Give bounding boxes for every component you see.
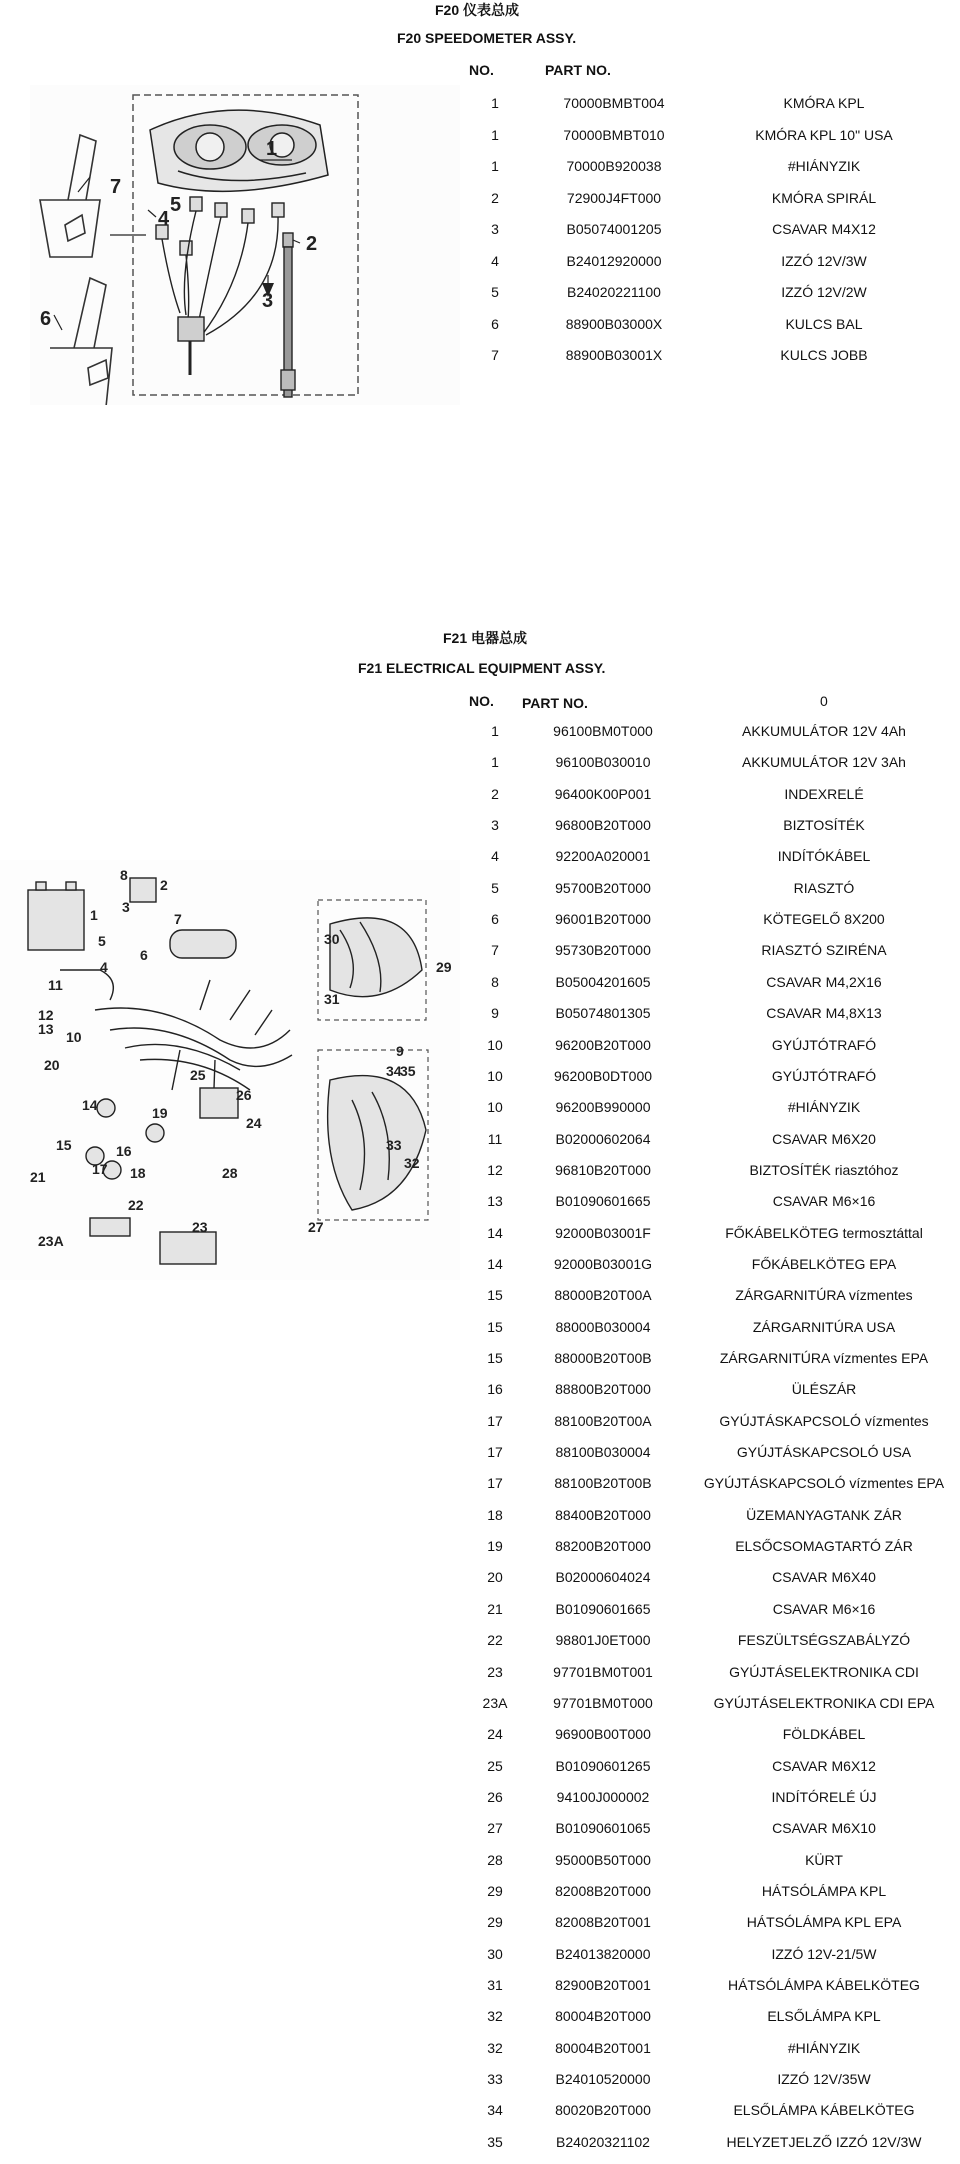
f20-callout-1: 1 [266,138,278,160]
table-row [0,723,960,753]
f20-callout-4: 4 [158,208,170,230]
part-number-cell: 97701BM0T001 [553,1663,653,1680]
alarm-unit-drawing [170,930,236,958]
part-description-cell: GYÚJTÓTRAFÓ [771,1036,877,1053]
part-number-cell: 88100B030004 [555,1444,651,1461]
part-description-cell: GYÚJTÁSKAPCSOLÓ vízmentes EPA [703,1475,945,1492]
part-no-cell: 8 [491,973,499,990]
f21-callout-22: 22 [128,1197,144,1213]
part-description-cell: CSAVAR M6×16 [772,1193,876,1210]
part-no-cell: 2 [491,189,499,206]
part-number-cell: 80004B20T000 [555,2008,651,2025]
part-number-cell: 95730B20T000 [555,942,651,959]
f21-callout-9: 9 [396,1043,404,1059]
table-row [0,1820,960,1850]
part-description-cell: CSAVAR M6X10 [772,1820,876,1837]
part-number-cell: B01090601265 [555,1757,651,1774]
part-description-cell: HÁTSÓLÁMPA KPL EPA [746,1914,902,1931]
part-number-cell: B24020221100 [567,284,661,300]
f21-callout-18: 18 [130,1165,146,1181]
part-no-cell: 12 [487,1161,503,1178]
part-no-cell: 1 [491,723,499,739]
table-row [0,1726,960,1756]
f20-callout-7: 7 [110,176,122,198]
part-description-cell: FŐKÁBELKÖTEG EPA [751,1255,897,1272]
part-number-cell: B24012920000 [566,252,662,269]
part-no-cell: 1 [491,158,499,174]
f21-callout-20: 20 [44,1057,60,1073]
speedometer-body-drawing [150,110,328,191]
part-number-cell: 96200B0DT000 [553,1067,653,1084]
part-description-cell: KMÓRA SPIRÁL [771,189,877,206]
part-number-cell: 96200B990000 [555,1099,651,1116]
part-number-cell: 96800B20T000 [555,817,651,834]
f20-title-en: F20 SPEEDOMETER ASSY. [397,30,577,46]
f21-callout-12: 12 [38,1007,54,1023]
part-number-cell: 88100B20T00B [554,1475,652,1492]
table-row [0,1632,960,1662]
part-description-cell: RIASZTÓ SZIRÉNA [761,942,887,959]
part-number-cell: 82008B20T001 [555,1914,651,1931]
table-row [0,1507,960,1537]
table-row [0,1538,960,1568]
part-number-cell: 88100B20T00A [554,1412,652,1429]
part-number-cell: 80020B20T000 [555,2102,651,2119]
part-description-cell: CSAVAR M6X40 [772,1569,876,1586]
table-row [0,2134,960,2164]
part-number-cell: 88000B030004 [555,1318,651,1335]
part-description-cell: IZZÓ 12V/3W [781,252,867,269]
f21-title-en: F21 ELECTRICAL EQUIPMENT ASSY. [358,660,606,676]
table-row [0,1883,960,1913]
part-number-cell: B01090601665 [555,1600,651,1617]
f21-callout-13: 13 [38,1021,54,1037]
part-no-cell: 15 [487,1318,503,1335]
part-description-cell: GYÚJTÁSKAPCSOLÓ vízmentes [719,1412,929,1429]
part-number-cell: 96100BM0T000 [553,723,653,739]
f21-callout-27: 27 [308,1219,324,1235]
table-row [0,1569,960,1599]
part-number-cell: 88000B20T00B [554,1350,652,1366]
part-number-cell: 96200B20T000 [555,1036,651,1053]
part-no-cell: 5 [491,284,499,300]
f21-electrical-diagram [0,860,460,1280]
part-no-cell: 6 [491,315,499,332]
f21-callout-14: 14 [82,1097,98,1113]
part-description-cell: CSAVAR M4,8X13 [766,1005,882,1022]
part-description-cell: ÜLÉSZÁR [791,1381,857,1398]
part-no-cell: 3 [491,221,499,237]
part-no-cell: 10 [487,1067,503,1084]
part-number-cell: 82008B20T000 [555,1882,651,1899]
table-row [0,1664,960,1694]
f21-callout-6: 6 [140,947,148,963]
part-description-cell: GYÚJTÓTRAFÓ [771,1067,877,1084]
table-row [0,1444,960,1474]
f21-callout-31: 31 [324,991,340,1007]
part-description-cell: KULCS BAL [785,315,863,332]
part-description-cell: #HIÁNYZIK [787,2039,861,2056]
part-number-cell: B24010520000 [555,2071,651,2088]
part-number-cell: 98801J0ET000 [555,1632,651,1649]
part-number-cell: 88200B20T000 [555,1538,651,1555]
part-no-cell: 27 [487,1820,503,1837]
part-number-cell: 88000B20T00A [554,1287,652,1304]
part-description-cell: BIZTOSÍTÉK riasztóhoz [749,1161,899,1178]
f20-speedometer-diagram [30,85,460,405]
part-description-cell: CSAVAR M4,2X16 [766,973,882,990]
part-no-cell: 26 [487,1788,503,1805]
f21-callout-3: 3 [122,899,130,915]
part-no-cell: 34 [487,2102,503,2119]
part-number-cell: 95700B20T000 [555,879,651,896]
part-number-cell: 88900B03001X [565,347,663,363]
part-no-cell: 4 [491,848,499,865]
part-no-cell: 7 [491,347,499,363]
part-no-cell: 13 [487,1193,503,1210]
f21-callout-32: 32 [404,1155,420,1171]
part-number-cell: 94100J000002 [556,1788,650,1805]
f21-callout-17: 17 [92,1161,108,1177]
f21-title-cn: F21 电器总成 [443,630,528,646]
part-description-cell: #HIÁNYZIK [787,158,861,174]
f21-callout-1: 1 [90,907,98,923]
f21-callout-34: 34 [386,1063,402,1079]
table-row [0,1475,960,1505]
part-number-cell: 88900B03000X [565,315,663,332]
part-number-cell: 96100B030010 [555,754,651,771]
part-no-cell: 3 [491,817,499,834]
f21-callout-30: 30 [324,931,340,947]
f20-callout-3: 3 [262,290,274,312]
part-description-cell: IZZÓ 12V-21/5W [771,1945,877,1962]
part-number-cell: B05074001205 [566,221,662,237]
part-no-cell: 2 [491,785,499,802]
part-no-cell: 5 [491,879,499,896]
part-no-cell: 33 [487,2071,503,2088]
f21-callout-4: 4 [100,959,108,975]
part-no-cell: 32 [487,2008,503,2025]
part-number-cell: 70000BMBT010 [563,126,665,143]
table-row [0,1695,960,1725]
part-number-cell: B01090601065 [555,1820,651,1837]
table-row [0,2040,960,2070]
part-no-cell: 9 [491,1005,499,1022]
part-number-cell: B24020321102 [556,2133,650,2150]
part-number-cell: 92000B03001F [555,1224,651,1241]
part-no-cell: 10 [487,1099,503,1116]
table-row [0,1601,960,1631]
part-description-cell: AKKUMULÁTOR 12V 3Ah [742,754,906,771]
part-no-cell: 21 [487,1600,503,1617]
f21-callout-15: 15 [56,1137,72,1153]
part-no-cell: 1 [491,126,499,143]
part-description-cell: ÜZEMANYAGTANK ZÁR [746,1506,902,1523]
part-no-cell: 14 [487,1255,503,1272]
part-no-cell: 7 [491,942,499,959]
part-description-cell: ELSŐCSOMAGTARTÓ ZÁR [735,1538,913,1555]
part-description-cell: CSAVAR M4X12 [772,221,876,237]
f21-callout-33: 33 [386,1137,402,1153]
part-no-cell: 10 [487,1036,503,1053]
part-description-cell: CSAVAR M6X20 [772,1130,876,1147]
part-number-cell: 80004B20T001 [555,2039,651,2056]
f20-header-part: PART NO. [545,62,611,78]
part-no-cell: 15 [487,1287,503,1304]
table-row [0,1789,960,1819]
part-no-cell: 14 [487,1224,503,1241]
part-no-cell: 24 [487,1726,503,1743]
table-row [0,1946,960,1976]
part-description-cell: KULCS JOBB [780,347,868,363]
f21-header-no: NO. [469,693,494,709]
part-number-cell: B02000604024 [555,1569,651,1586]
cdi-drawing [160,1232,216,1264]
part-description-cell: ELSŐLÁMPA KPL [767,2008,881,2025]
part-description-cell: CSAVAR M6X12 [772,1757,876,1774]
part-number-cell: 70000BMBT004 [563,95,665,111]
f21-callout-16: 16 [116,1143,132,1159]
part-no-cell: 17 [487,1475,503,1492]
part-number-cell: 88400B20T000 [555,1506,651,1523]
f21-callout-26: 26 [236,1087,252,1103]
table-row [0,1852,960,1882]
part-description-cell: GYÚJTÁSELEKTRONIKA CDI EPA [713,1694,935,1711]
part-number-cell: 95000B50T000 [555,1851,651,1868]
f21-callout-11: 11 [48,977,63,993]
f21-callout-5: 5 [98,933,106,949]
part-no-cell: 31 [487,1977,503,1993]
part-number-cell: B01090601665 [555,1193,651,1210]
table-row [0,754,960,784]
part-description-cell: #HIÁNYZIK [787,1099,861,1116]
part-number-cell: 96400K00P001 [554,785,652,802]
part-no-cell: 4 [491,252,499,269]
part-description-cell: BIZTOSÍTÉK [783,817,865,834]
part-description-cell: FÖLDKÁBEL [782,1726,866,1743]
part-no-cell: 28 [487,1851,503,1868]
table-row [0,1758,960,1788]
part-description-cell: HÁTSÓLÁMPA KÁBELKÖTEG [728,1977,920,1993]
part-number-cell: B05004201605 [555,973,651,990]
f20-title-cn: F20 仪表总成 [435,2,520,18]
table-row [0,1914,960,1944]
part-no-cell: 29 [487,1914,503,1931]
part-number-cell: B24013820000 [555,1945,651,1962]
part-description-cell: ZÁRGARNITÚRA USA [752,1318,896,1335]
part-description-cell: FESZÜLTSÉGSZABÁLYZÓ [737,1632,911,1649]
part-no-cell: 11 [487,1130,503,1147]
table-row [0,1319,960,1349]
part-description-cell: AKKUMULÁTOR 12V 4Ah [742,723,906,739]
part-description-cell: GYÚJTÁSKAPCSOLÓ USA [736,1444,912,1461]
table-row [0,2008,960,2038]
part-number-cell: 70000B920038 [566,158,662,174]
part-number-cell: B05074801305 [555,1005,651,1022]
f21-header-desc: 0 [820,693,828,709]
part-no-cell: 32 [487,2039,503,2056]
part-description-cell: INDÍTÓRELÉ ÚJ [771,1788,877,1805]
f21-callout-23A: 23A [38,1233,64,1249]
table-row [0,1287,960,1317]
table-row [0,786,960,816]
f20-callout-5: 5 [170,194,182,216]
part-description-cell: IZZÓ 12V/35W [777,2071,871,2088]
part-number-cell: 97701BM0T000 [553,1694,653,1711]
part-no-cell: 23A [482,1694,508,1711]
part-description-cell: FŐKÁBELKÖTEG termosztáttal [725,1224,923,1241]
part-no-cell: 18 [487,1506,503,1523]
f21-callout-10: 10 [66,1029,82,1045]
part-description-cell: ELSŐLÁMPA KÁBELKÖTEG [733,2102,915,2119]
table-row [0,1413,960,1443]
f20-callout-6: 6 [40,308,52,330]
part-number-cell: 92000B03001G [553,1255,653,1272]
f20-callout-2: 2 [306,233,318,255]
part-description-cell: INDÍTÓKÁBEL [777,848,871,865]
f21-header-part: PART NO. [522,695,588,711]
part-description-cell: ZÁRGARNITÚRA vízmentes EPA [719,1350,929,1366]
f21-callout-28: 28 [222,1165,238,1181]
part-description-cell: IZZÓ 12V/2W [781,284,867,300]
part-no-cell: 17 [487,1444,503,1461]
part-description-cell: ZÁRGARNITÚRA vízmentes [735,1287,913,1304]
part-number-cell: 96001B20T000 [555,911,651,928]
f21-callout-7: 7 [174,911,182,927]
part-no-cell: 15 [487,1350,503,1366]
part-no-cell: 30 [487,1945,503,1962]
table-row [0,1381,960,1411]
part-description-cell: KÜRT [805,1851,843,1868]
f20-header-no: NO. [469,62,494,78]
f21-callout-19: 19 [152,1105,168,1121]
part-no-cell: 25 [487,1757,503,1774]
f21-callout-25: 25 [190,1067,206,1083]
part-description-cell: HÁTSÓLÁMPA KPL [761,1882,887,1899]
f21-callout-21: 21 [30,1169,46,1185]
part-no-cell: 20 [487,1569,503,1586]
part-description-cell: KMÓRA KPL 10" USA [755,126,893,143]
part-number-cell: 96810B20T000 [555,1161,651,1178]
table-row [0,817,960,847]
part-description-cell: GYÚJTÁSELEKTRONIKA CDI [729,1663,919,1680]
battery-drawing [28,890,84,950]
table-row [0,2071,960,2101]
part-description-cell: CSAVAR M6×16 [772,1600,876,1617]
part-no-cell: 22 [487,1632,503,1649]
part-description-cell: KÖTEGELŐ 8X200 [763,911,885,928]
part-no-cell: 23 [487,1663,503,1680]
part-number-cell: 96900B00T000 [555,1726,651,1743]
part-no-cell: 1 [491,95,499,111]
part-number-cell: B02000602064 [555,1130,651,1147]
part-number-cell: 88800B20T000 [555,1381,651,1398]
part-no-cell: 35 [487,2133,503,2150]
table-row [0,1350,960,1380]
part-no-cell: 6 [491,911,499,928]
f21-callout-29: 29 [436,959,452,975]
part-no-cell: 1 [491,754,499,771]
part-number-cell: 82900B20T001 [555,1977,651,1993]
part-description-cell: HELYZETJELZŐ IZZÓ 12V/3W [726,2133,922,2150]
f21-callout-35: 35 [400,1063,416,1079]
table-row [0,2102,960,2132]
part-no-cell: 17 [487,1412,503,1429]
part-number-cell: 92200A020001 [555,848,651,865]
part-no-cell: 19 [487,1538,503,1555]
part-no-cell: 29 [487,1882,503,1899]
part-description-cell: INDEXRELÉ [784,785,864,802]
part-number-cell: 72900J4FT000 [566,189,662,206]
table-row [0,1977,960,2007]
f21-callout-2: 2 [160,877,168,893]
part-description-cell: KMÓRA KPL [783,95,865,111]
f21-callout-24: 24 [246,1115,262,1131]
f21-callout-23: 23 [192,1219,208,1235]
part-no-cell: 16 [487,1381,503,1398]
part-description-cell: RIASZTÓ [793,879,855,896]
f21-callout-8: 8 [120,867,128,883]
